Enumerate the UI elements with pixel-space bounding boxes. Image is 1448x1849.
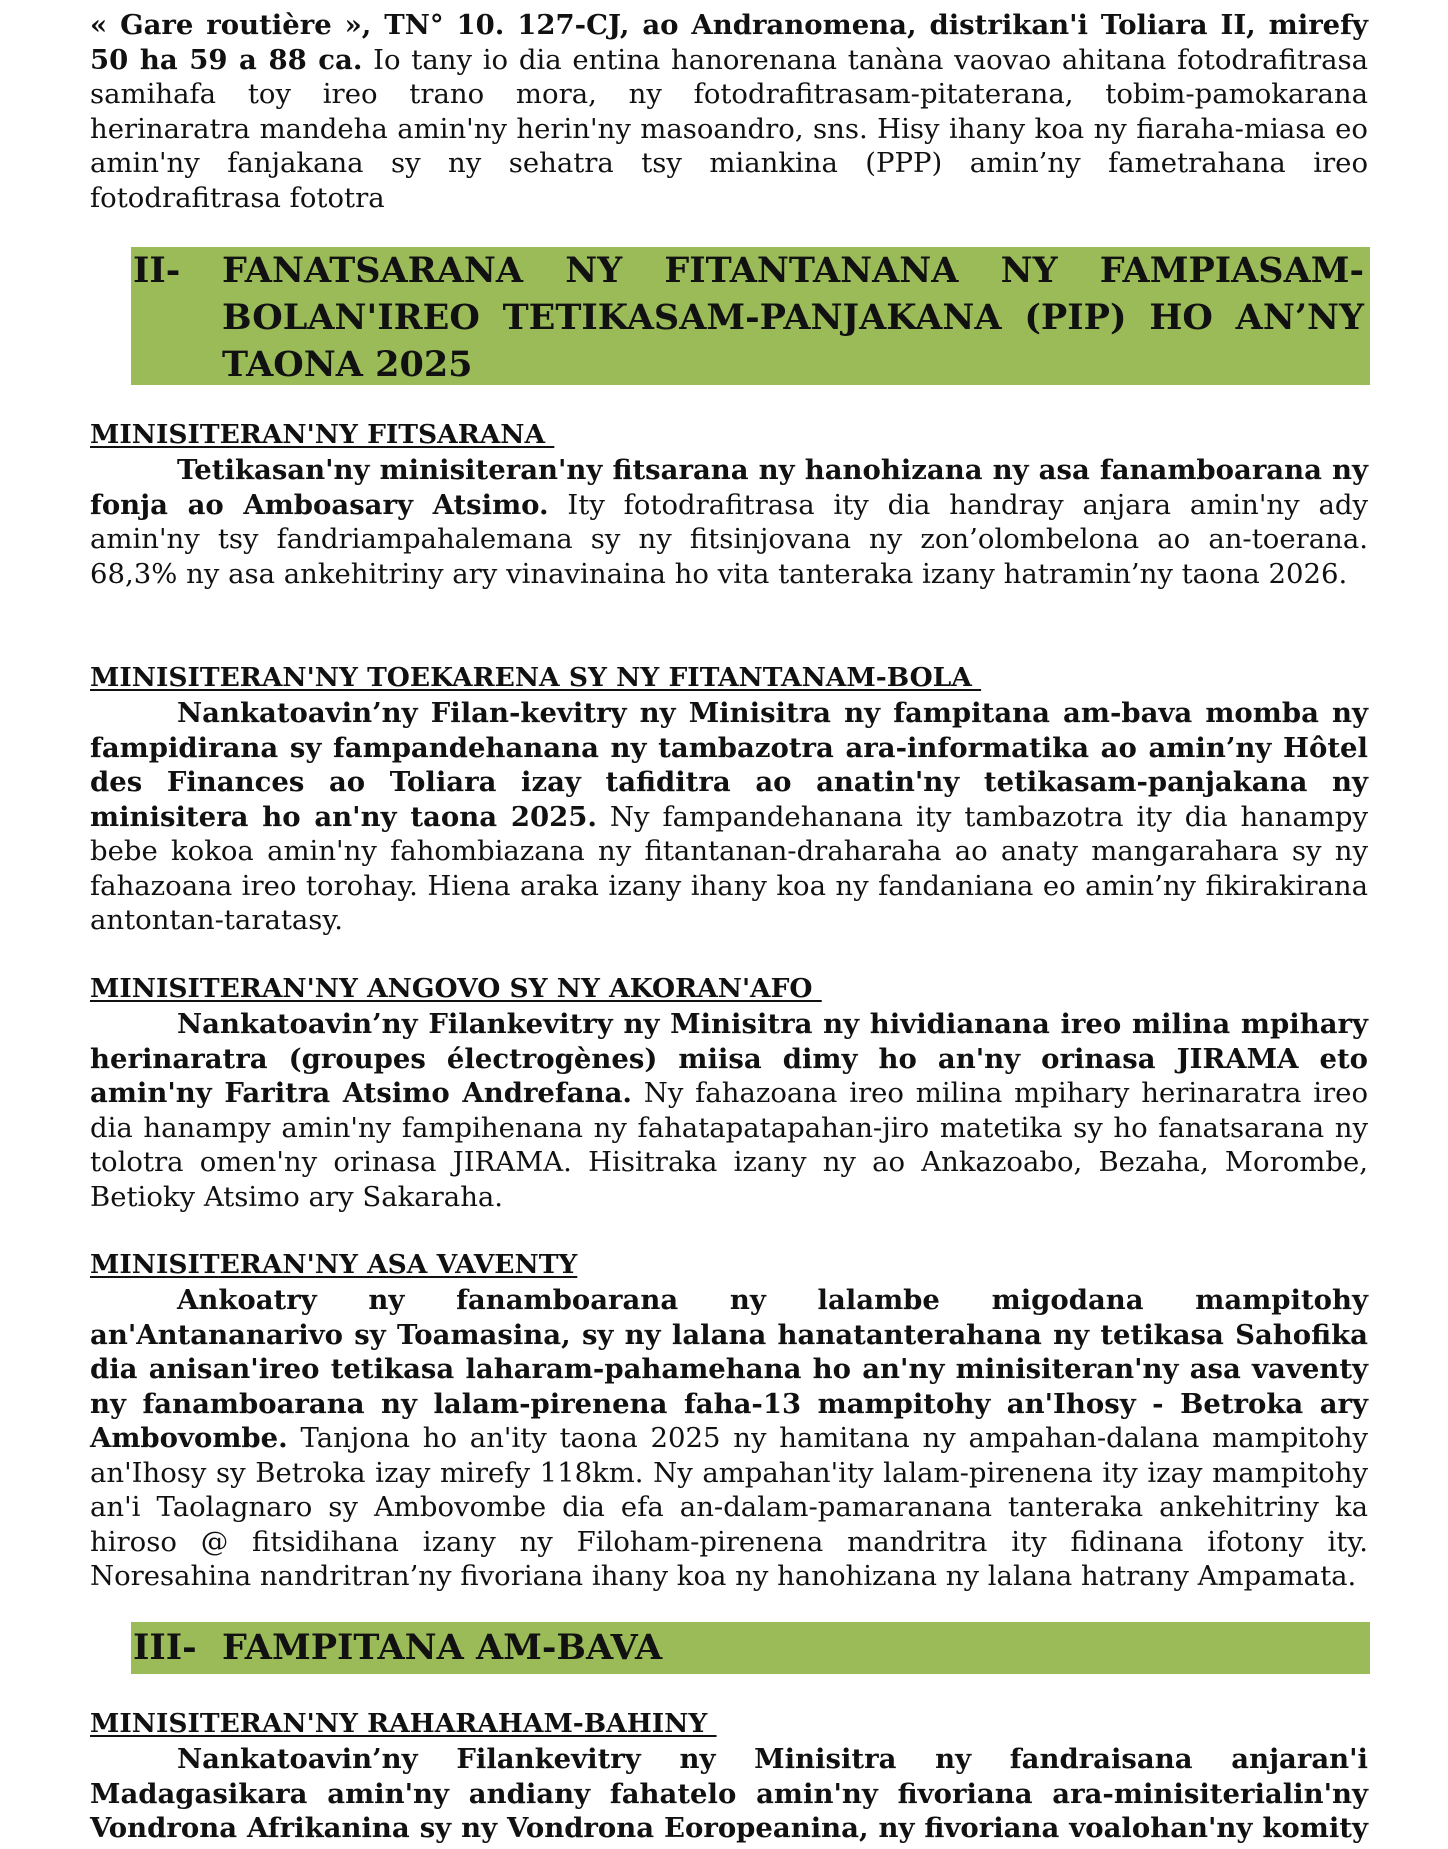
- paragraph-asa-vaventy: [90, 1283, 1368, 1594]
- section-heading-angovo: MINISITERAN'NY ANGOVO SY NY AKORAN'AFO: [90, 973, 822, 1004]
- paragraph-raharaham-bahiny: [90, 1742, 1368, 1846]
- paragraph-toekarena-text: Ny fampandehanana ity tambazotra ity dia hanampy bebe kokoa amin'ny fahombiazana ny fitantanan-draharaha ao anaty mangarahara sy ny fahazoana ireo torohay. Hiena araka izany ihany koa ny fandaniana eo amin’ny fikirakirana antontan-taratasy.: [90, 800, 1368, 936]
- paragraph-angovo-bold: Nankatoavin’ny Filankevitry ny Minisitra ny hividianana ireo milina mpihary herinaratra (groupes électrogènes) miisa dimy ho an'ny orinasa JIRAMA eto amin'ny Faritra Atsimo Andrefana.: [90, 1008, 1368, 1109]
- paragraph-raharaham-bahiny-bold: Nankatoavin’ny Filankevitry ny Minisitra ny fandraisana anjaran'i Madagasikara amin'ny andiany fahatelo amin'ny fivoriana ara-minisiterialin'ny Vondrona Afrikanina sy ny Vondrona Eoropeanina, ny fivoriana voalohan'ny komity: [90, 1743, 1368, 1844]
- section-heading-asa-vaventy: MINISITERAN'NY ASA VAVENTY: [90, 1249, 578, 1280]
- section-heading-toekarena: MINISITERAN'NY TOEKARENA SY NY FITANTANAM-BOLA: [90, 662, 982, 693]
- intro-bold-text: « Gare routière », TN° 10. 127-CJ, ao Andranomena, distrikan'i Toliara II, mirefy 50 ha 59 a 88 ca.: [90, 9, 1368, 76]
- paragraph-angovo: [90, 1007, 1368, 1214]
- intro-text: Io tany io dia entina hanorenana tanàna vaovao ahitana fotodrafitrasa samihafa toy ireo trano mora, ny fotodrafitrasam-pitaterana, tobim-pamokarana herinaratra mandeha amin'ny herin'ny masoandro, sns. Hisy ihany koa ny fiaraha-miasa eo amin'ny fanjakana sy ny sehatra tsy miankina (PPP) amin’ny fametrahana ireo fotodrafitrasa fototra: [90, 43, 1368, 214]
- paragraph-toekarena: [90, 696, 1368, 938]
- section-heading-fitsarana: MINISITERAN'NY FITSARANA: [90, 419, 555, 450]
- section-2-banner: [131, 247, 1370, 385]
- paragraph-asa-vaventy-bold: Ankoatry ny fanamboarana ny lalambe migodana mampitohy an'Antananarivo sy Toamasina, sy ny lalana hanatanterahana ny tetikasa Sahofika dia anisan'ireo tetikasa laharam-pahamehana ho an'ny minisiteran'ny asa vaventy ny fanamboarana ny lalam-pirenena faha-13 mampitohy an'Ihosy - Betroka ary Ambovombe.: [90, 1284, 1368, 1454]
- section-3-number: III-: [133, 1627, 197, 1668]
- paragraph-fitsarana-bold: Tetikasan'ny minisiteran'ny fitsarana ny hanohizana ny asa fanamboarana ny fonja ao Amboasary Atsimo.: [90, 454, 1368, 521]
- paragraph-toekarena-bold: Nankatoavin’ny Filan-kevitry ny Minisitra ny fampitana am-bava momba ny fampidirana sy fampandehanana ny tambazotra ara-informatika ao amin’ny Hôtel des Finances ao Toliara izay tafiditra ao anatin'ny tetikasam-panjakana ny minisitera ho an'ny taona 2025.: [90, 697, 1368, 833]
- section-3-title: FAMPITANA AM-BAVA: [222, 1627, 663, 1668]
- section-2-title: FANATSARANA NY FITANTANANA NY FAMPIASAM-BOLAN'IREO TETIKASAM-PANJAKANA (PIP) HO AN’NY TAONA 2025: [222, 250, 1364, 385]
- section-3-banner: [131, 1622, 1370, 1674]
- paragraph-fitsarana-text: Ity fotodrafitrasa ity dia handray anjara amin'ny ady amin'ny tsy fandriampahalemana sy ny fitsinjovana ny zon’olombelona ao an-toerana. 68,3% ny asa ankehitriny ary vinavinaina ho vita tanteraka izany hatramin’ny taona 2026.: [90, 488, 1368, 590]
- section-heading-raharaham-bahiny: MINISITERAN'NY RAHARAHAM-BAHINY: [90, 1708, 717, 1739]
- paragraph-fitsarana: [90, 453, 1368, 591]
- paragraph-asa-vaventy-text: Tanjona ho an'ity taona 2025 ny hamitana ny ampahan-dalana mampitohy an'Ihosy sy Betroka izay mirefy 118km. Ny ampahan'ity lalam-pirenena ity izay mampitohy an'i Taolagnaro sy Ambovombe dia efa an-dalam-pamaranana tanteraka ankehitriny ka hiroso @ fitsidihana izany ny Filoham-pirenena mandritra ity fidinana ifotony ity. Noresahina nandritran’ny fivoriana ihany koa ny hanohizana ny lalana hatrany Ampamata.: [90, 1422, 1368, 1592]
- intro-paragraph: [90, 8, 1368, 215]
- paragraph-angovo-text: Ny fahazoana ireo milina mpihary herinaratra ireo dia hanampy amin'ny fampihenana ny fahatapatapahan-jiro matetika sy ho fanatsarana ny tolotra omen'ny orinasa JIRAMA. Hisitraka izany ny ao Ankazoabo, Bezaha, Morombe, Betioky Atsimo ary Sakaraha.: [90, 1077, 1368, 1213]
- section-2-number: II-: [133, 250, 181, 291]
